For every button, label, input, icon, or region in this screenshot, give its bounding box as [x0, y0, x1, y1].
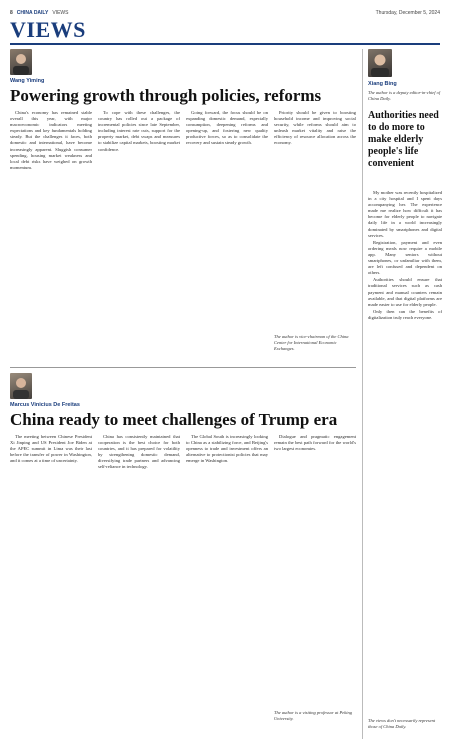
sidebar-text-2: Registration, payment and even ordering meals now require a mobile app. Many seniors without smartphones, or unfamiliar with them, are left confused and dependent on others.: [368, 239, 442, 276]
header-left: [10, 10, 68, 16]
byline-article1: Wang Yiming: [10, 78, 45, 84]
byline-sidebar: Xiang Bing: [368, 81, 397, 87]
article2-text-1: The meeting between Chinese President Xi Jinping and US President Joe Biden at the APEC summit in Lima was their last before the transfer of power in Washington, and it comes at a time of uncertainty.: [10, 434, 92, 464]
article2-column-1: [10, 434, 92, 734]
article2-text-4: Dialogue and pragmatic engagement remain the best path forward for the world's two largest economies.: [274, 434, 356, 452]
headline-article2: China ready to meet challenges of Trump era: [10, 410, 338, 429]
article2-column-3: [186, 434, 268, 734]
sidebar-author-intro: The author is a deputy editor-in-chief of China Daily.: [368, 90, 441, 101]
headline-article1: Powering growth through policies, reforms: [10, 86, 322, 105]
article2-text-2: China has consistently maintained that cooperation is the best choice for both countries, and it has prepared for volatility by strengthening domestic demand, diversifying trade partners and advancing self-reliance in technology.: [98, 434, 180, 470]
portrait-icon: [10, 49, 32, 75]
author-photo-de-freitas: [10, 373, 32, 399]
article1-text-4: Priority should be given to boosting household income and improving social security, while reforms should aim to unleash market vitality and raise the efficiency of resource allocation across the economy.: [274, 110, 356, 146]
article1-column-4: [274, 110, 356, 330]
article1-text-2: To cope with these challenges, the country has rolled out a package of incremental policies since late September, including interest rate cuts, support for the property market, debt swaps and measures to stabilize capital markets, boosting market confidence.: [98, 110, 180, 152]
article2-column-2: [98, 434, 180, 734]
article1-text-3: Going forward, the focus should be on expanding domestic demand, especially consumption, deepening reforms and opening-up, and fostering new quality productive forces, so as to consolidate the recovery and sustain steady growth.: [186, 110, 268, 146]
sidebar-text-4: Only then can the benefits of digitalization truly reach everyone.: [368, 308, 442, 320]
sidebar-divider: [362, 49, 363, 739]
article1-author-note: The author is vice-chairman of the China Center for International Economic Exchanges.: [274, 334, 349, 351]
article2-column-4: [274, 434, 356, 704]
sidebar-text-3: Authorities should ensure that traditional services such as cash payment and manual counters remain available, and that digital platforms are made easier to use for elderly people.: [368, 277, 442, 307]
masthead-logo: CHINA DAILY: [16, 10, 49, 16]
author-photo-xiang-bing: [368, 49, 392, 77]
section-title: VIEWS: [10, 17, 86, 42]
article2-text-3: The Global South is increasingly looking to China as a stabilizing force, and Beijing's openness to trade and investment offers an alternative to protectionist policies that may emerge in Washington.: [186, 434, 268, 464]
sidebar-headline: Authorities need to do more to make elderly people's life convenient: [368, 110, 439, 169]
article1-column-2: [98, 110, 180, 360]
sidebar-disclaimer: The views don't necessarily represent those of China Daily.: [368, 718, 436, 729]
article1-text-1: China's economy has remained stable overall this year, with major macroeconomic indicators meeting expectations and key fundamentals holding steady. But the challenges it faces, both domestic and international, have become increasingly apparent. Sluggish consumer spending, housing market weakness and local debt risks have weighed on growth momentum.: [10, 110, 92, 170]
portrait-icon: [368, 49, 392, 77]
sidebar-column: [368, 190, 442, 710]
portrait-icon: [10, 373, 32, 399]
sidebar-text-1: My mother was recently hospitalized in a city hospital and I spent days accompanying her. The experience made me realize how difficult it has become for elderly people to navigate daily life in a world increasingly dominated by smartphones and digital services.: [368, 190, 442, 238]
author-photo-wang-yiming: [10, 49, 32, 75]
article1-column-1: [10, 110, 92, 360]
issue-date: Thursday, December 5, 2024: [375, 10, 440, 16]
page-number: 8: [10, 10, 13, 16]
article1-column-3: [186, 110, 268, 360]
article2-author-note: The author is a visiting professor at Peking University.: [274, 710, 352, 721]
top-rule: [10, 43, 440, 45]
byline-article2: Marcus Vinicius De Freitas: [10, 402, 80, 408]
section-label: VIEWS: [52, 10, 69, 16]
article-divider: [10, 367, 356, 368]
